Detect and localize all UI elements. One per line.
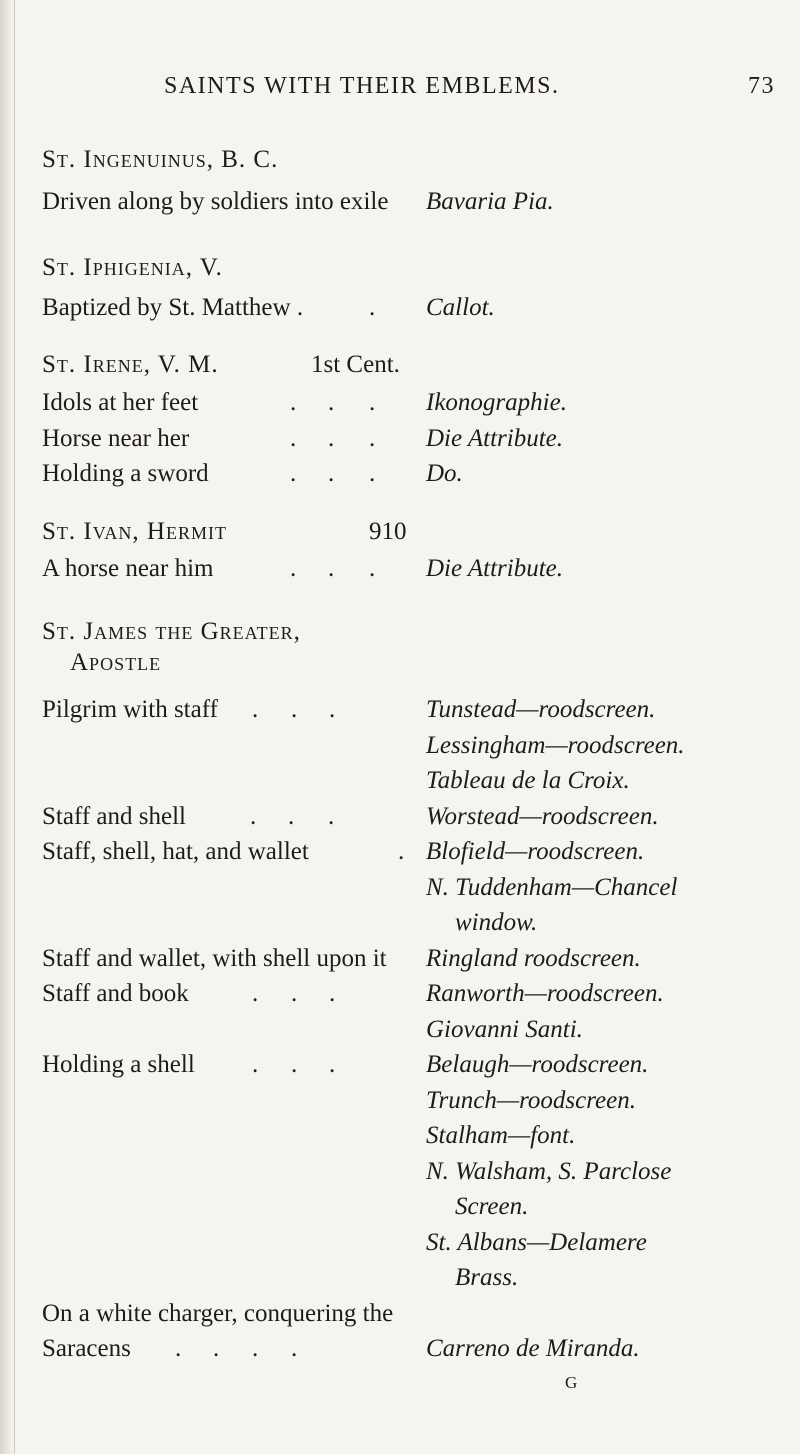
saint-date: 910 xyxy=(369,518,407,545)
emblem-text: Staff and book xyxy=(42,980,189,1007)
emblem-text: Horse near her xyxy=(42,425,190,452)
source-text: Lessingham—roodscreen. xyxy=(426,732,685,759)
source-text: Trunch—roodscreen. xyxy=(426,1087,636,1114)
leader-dot: . xyxy=(369,425,376,452)
saint-name: St. Iphigenia, V. xyxy=(42,254,223,281)
source-text: N. Tuddenham—Chancel xyxy=(426,874,678,901)
source-text: Tableau de la Croix. xyxy=(426,767,630,794)
gutter-line xyxy=(14,0,15,1454)
leader-dot: . xyxy=(328,425,335,452)
leader-dot: . xyxy=(288,803,295,830)
leader-dot: . xyxy=(328,389,335,416)
saint-name: St. James the Greater, xyxy=(42,618,301,645)
emblem-text: Holding a sword xyxy=(42,460,209,487)
source-text: Die Attribute. xyxy=(426,425,564,452)
saint-date: 1st Cent. xyxy=(311,351,400,378)
source-text: Belaugh—roodscreen. xyxy=(426,1051,649,1078)
leader-dot: . xyxy=(328,555,335,582)
saint-name: St. Ingenuinus, B. C. xyxy=(42,146,279,173)
leader-dot: . xyxy=(369,555,376,582)
source-text: Brass. xyxy=(455,1264,519,1291)
saint-name: St. Ivan, Hermit xyxy=(42,518,227,545)
source-text: Ranworth—roodscreen. xyxy=(426,980,664,1007)
source-text: Worstead—roodscreen. xyxy=(426,803,659,830)
emblem-text: Idols at her feet xyxy=(42,389,199,416)
page-number: 73 xyxy=(748,73,775,99)
page-binding-edge xyxy=(0,0,14,1454)
saint-name: St. Irene, V. M. xyxy=(42,351,219,378)
source-text: Do. xyxy=(426,460,463,487)
leader-dot: . xyxy=(252,1335,259,1362)
leader-dot: . xyxy=(291,980,298,1007)
leader-dot: . xyxy=(252,980,259,1007)
source-text: window. xyxy=(455,909,538,936)
source-text: Carreno de Miranda. xyxy=(426,1335,640,1362)
source-text: Screen. xyxy=(455,1193,529,1220)
emblem-text: Holding a shell xyxy=(42,1051,195,1078)
leader-dot: . xyxy=(369,389,376,416)
leader-dot: . xyxy=(291,1051,298,1078)
leader-dot: . xyxy=(290,555,297,582)
leader-dot: . xyxy=(329,696,336,723)
leader-dot: . xyxy=(252,1051,259,1078)
leader-dot: . xyxy=(252,696,259,723)
leader-dot: . xyxy=(369,294,376,321)
leader-dot: . xyxy=(398,838,405,865)
leader-dot: . xyxy=(290,389,297,416)
emblem-text: Driven along by soldiers into exile xyxy=(42,188,389,215)
leader-dot: . xyxy=(250,803,257,830)
source-text: Giovanni Santi. xyxy=(426,1016,583,1043)
source-text: Bavaria Pia. xyxy=(426,188,554,215)
leader-dot: . xyxy=(329,980,336,1007)
source-text: Ringland roodscreen. xyxy=(426,945,641,972)
leader-dot: . xyxy=(369,460,376,487)
emblem-text: Staff and wallet, with shell upon it xyxy=(42,945,387,972)
emblem-text: Pilgrim with staff xyxy=(42,696,218,723)
emblem-text: Staff, shell, hat, and wallet xyxy=(42,838,309,865)
leader-dot: . xyxy=(328,460,335,487)
emblem-text: A horse near him xyxy=(42,555,214,582)
running-head: SAINTS WITH THEIR EMBLEMS. xyxy=(164,73,560,99)
leader-dot: . xyxy=(213,1335,220,1362)
leader-dot: . xyxy=(175,1335,182,1362)
source-text: Ikonographie. xyxy=(426,389,567,416)
leader-dot: . xyxy=(290,425,297,452)
signature-mark: G xyxy=(565,1373,578,1392)
source-text: Callot. xyxy=(426,294,495,321)
source-text: N. Walsham, S. Parclose xyxy=(426,1158,672,1185)
leader-dot: . xyxy=(290,460,297,487)
source-text: Stalham—font. xyxy=(426,1122,576,1149)
emblem-text: Baptized by St. Matthew . xyxy=(42,294,304,321)
saint-name-continued: Apostle xyxy=(70,649,162,676)
source-text: Blofield—roodscreen. xyxy=(426,838,645,865)
leader-dot: . xyxy=(291,696,298,723)
emblem-text-continued: Saracens xyxy=(42,1335,131,1362)
leader-dot: . xyxy=(291,1335,298,1362)
leader-dot: . xyxy=(328,803,335,830)
emblem-text: Staff and shell xyxy=(42,803,186,830)
source-text: Die Attribute. xyxy=(426,555,564,582)
source-text: St. Albans—Delamere xyxy=(426,1229,647,1256)
leader-dot: . xyxy=(329,1051,336,1078)
emblem-text: On a white charger, conquering the xyxy=(42,1300,394,1327)
source-text: Tunstead—roodscreen. xyxy=(426,696,656,723)
